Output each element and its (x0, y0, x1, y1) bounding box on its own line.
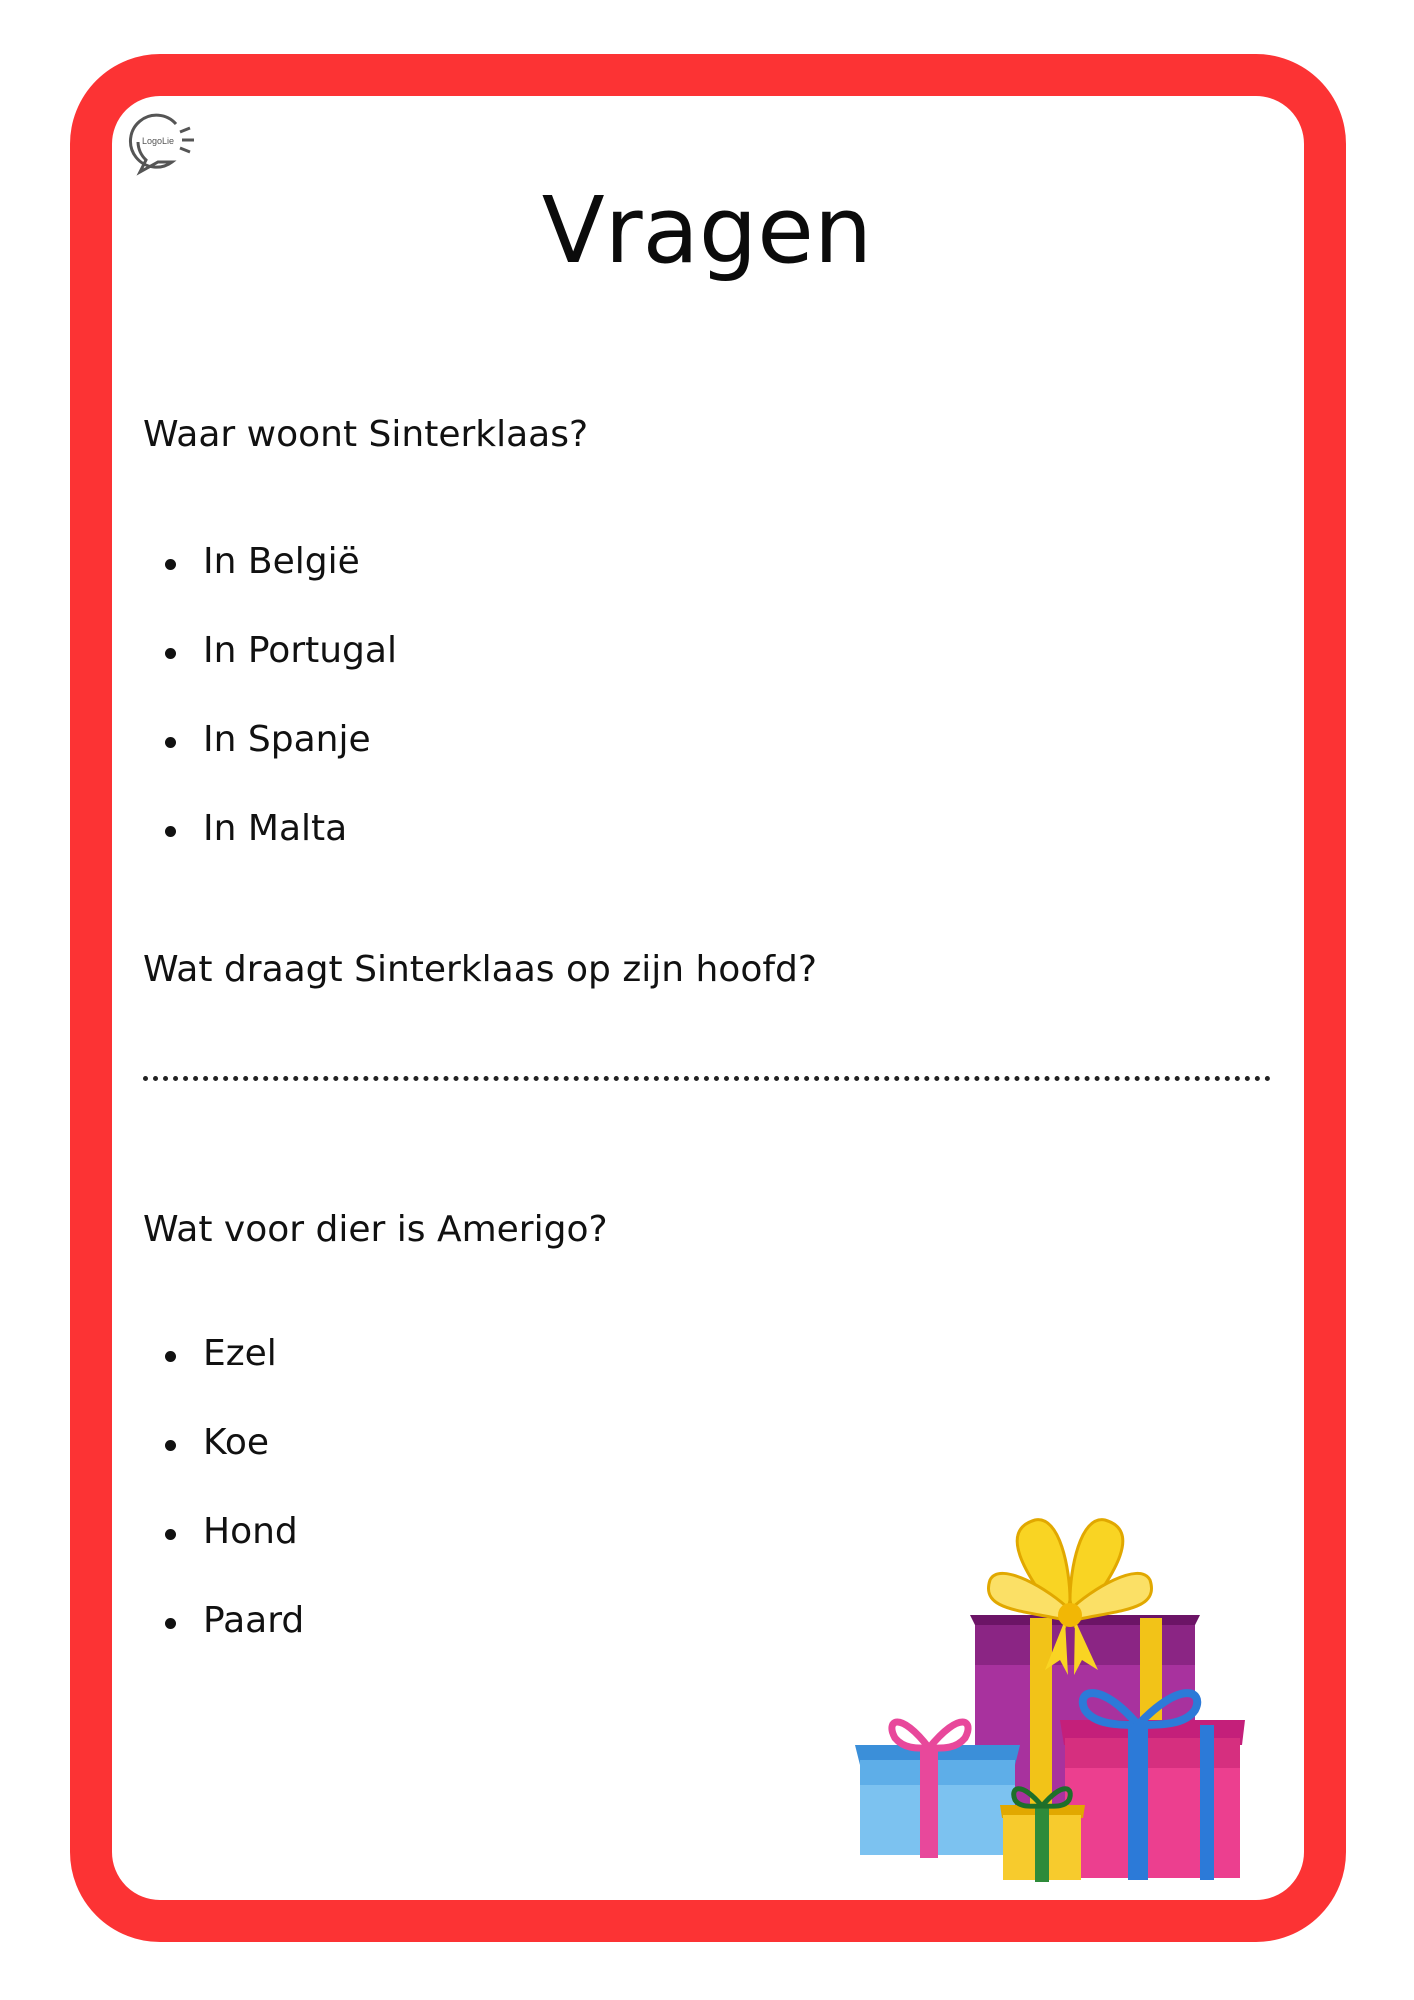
list-item (143, 718, 397, 807)
list-item (143, 807, 397, 896)
bullet-icon (165, 1529, 176, 1540)
option-label: In Portugal (203, 630, 397, 671)
page-title: Vragen (541, 177, 873, 284)
list-item (143, 1421, 304, 1510)
question-3-options (143, 1332, 304, 1688)
bullet-icon (165, 559, 176, 570)
question-3: Wat voor dier is Amerigo? (143, 1209, 608, 1250)
option-label: Paard (203, 1600, 305, 1641)
logo (128, 106, 200, 178)
bullet-icon (165, 737, 176, 748)
answer-line (143, 1076, 1271, 1081)
bullet-icon (165, 1351, 176, 1362)
list-item (143, 629, 397, 718)
question-2: Wat draagt Sinterklaas op zijn hoofd? (143, 949, 817, 990)
bullet-icon (165, 1440, 176, 1451)
question-1-options (143, 540, 397, 896)
bullet-icon (165, 1618, 176, 1629)
bullet-icon (165, 648, 176, 659)
question-1: Waar woont Sinterklaas? (143, 414, 589, 455)
list-item (143, 540, 397, 629)
gift-boxes-illustration (850, 1510, 1270, 1900)
bullet-icon (165, 826, 176, 837)
list-item (143, 1332, 304, 1421)
logo-text: LogoLie (142, 136, 175, 146)
option-label: In Spanje (203, 719, 371, 760)
option-label: In Malta (203, 808, 348, 849)
option-label: Ezel (203, 1333, 277, 1374)
list-item (143, 1599, 304, 1688)
list-item (143, 1510, 304, 1599)
option-label: Koe (203, 1422, 269, 1463)
option-label: Hond (203, 1511, 298, 1552)
option-label: In België (203, 541, 360, 582)
